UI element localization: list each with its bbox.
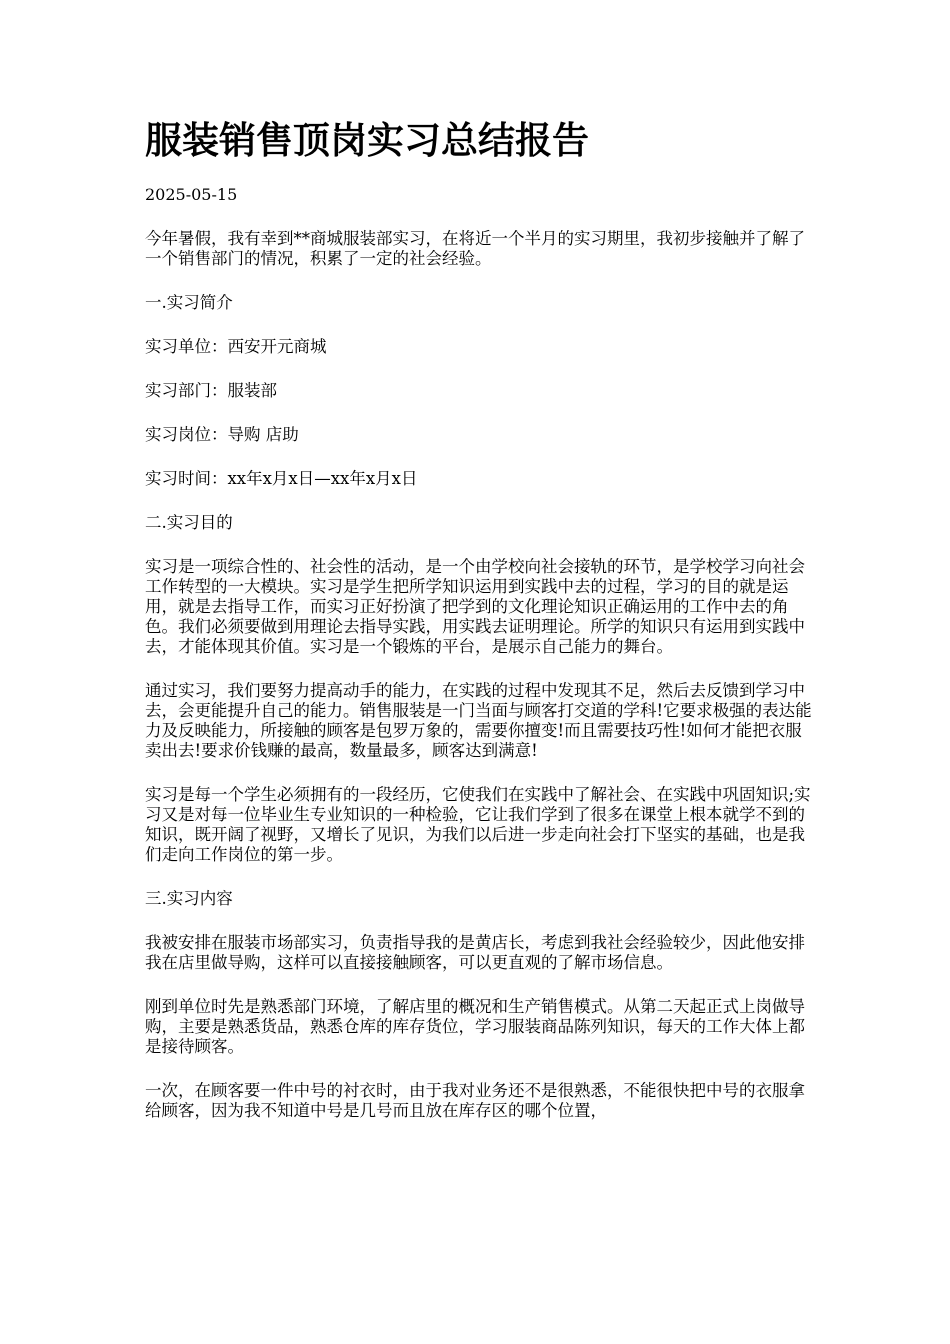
paragraph-purpose-1: 实习是一项综合性的、社会性的活动，是一个由学校向社会接轨的环节，是学校学习向社会工作转型的一大模块。实习是学生把所学知识运用到实践中去的过程，学习的目的就是运用，就是去指导工作，而实习正好扮演了把学到的文化理论知识正确运用的工作中去的角色。我们必须要做到用理论去指导实践，用实践去证明理论。所学的知识只有运用到实践中去，才能体现其价值。实习是一个锻炼的平台，是展示自己能力的舞台。 bbox=[145, 557, 805, 656]
paragraph-content-3: 一次，在顾客要一件中号的衬衣时，由于我对业务还不是很熟悉，不能很快把中号的衣服拿给顾客，因为我不知道中号是几号而且放在库存区的哪个位置， bbox=[145, 1081, 805, 1120]
document-date: 2025-05-15 bbox=[145, 185, 238, 204]
paragraph-purpose-3: 实习是每一个学生必须拥有的一段经历，它使我们在实践中了解社会、在实践中巩固知识;实习又是对每一位毕业生专业知识的一种检验，它让我们学到了很多在课堂上根本就学不到的知识，既开阔了视野，又增长了见识，为我们以后进一步走向社会打下坚实的基础，也是我们走向工作岗位的第一步。 bbox=[145, 785, 811, 864]
document-title: 服装销售顶岗实习总结报告 bbox=[145, 118, 589, 162]
paragraph-content-2: 刚到单位时先是熟悉部门环境，了解店里的概况和生产销售模式。从第二天起正式上岗做导购，主要是熟悉货品，熟悉仓库的库存货位，学习服装商品陈列知识，每天的工作大体上都是接待顾客。 bbox=[145, 997, 805, 1056]
info-time: 实习时间：xx年x月x日—xx年x月x日 bbox=[145, 469, 418, 488]
section-heading-purpose: 二.实习目的 bbox=[145, 513, 233, 532]
paragraph-intro: 今年暑假，我有幸到**商城服装部实习，在将近一个半月的实习期里，我初步接触并了解了一个销售部门的情况，积累了一定的社会经验。 bbox=[145, 229, 805, 268]
section-heading-intro: 一.实习简介 bbox=[145, 293, 233, 312]
paragraph-content-1: 我被安排在服装市场部实习，负责指导我的是黄店长，考虑到我社会经验较少，因此他安排我在店里做导购，这样可以直接接触顾客，可以更直观的了解市场信息。 bbox=[145, 933, 805, 972]
info-unit: 实习单位：西安开元商城 bbox=[145, 337, 327, 356]
info-position: 实习岗位：导购 店助 bbox=[145, 425, 299, 444]
document-body bbox=[145, 229, 813, 1121]
section-heading-content: 三.实习内容 bbox=[145, 889, 233, 908]
info-department: 实习部门：服装部 bbox=[145, 381, 277, 400]
paragraph-purpose-2: 通过实习，我们要努力提高动手的能力，在实践的过程中发现其不足，然后去反馈到学习中去，会更能提升自己的能力。销售服装是一门当面与顾客打交道的学科!它要求极强的表达能力及反映能力，所接触的顾客是包罗万象的，需要你擅变!而且需要技巧性!如何才能把衣服卖出去!要求价钱赚的最高，数量最多，顾客达到满意! bbox=[145, 681, 812, 760]
document-page bbox=[145, 115, 813, 1145]
